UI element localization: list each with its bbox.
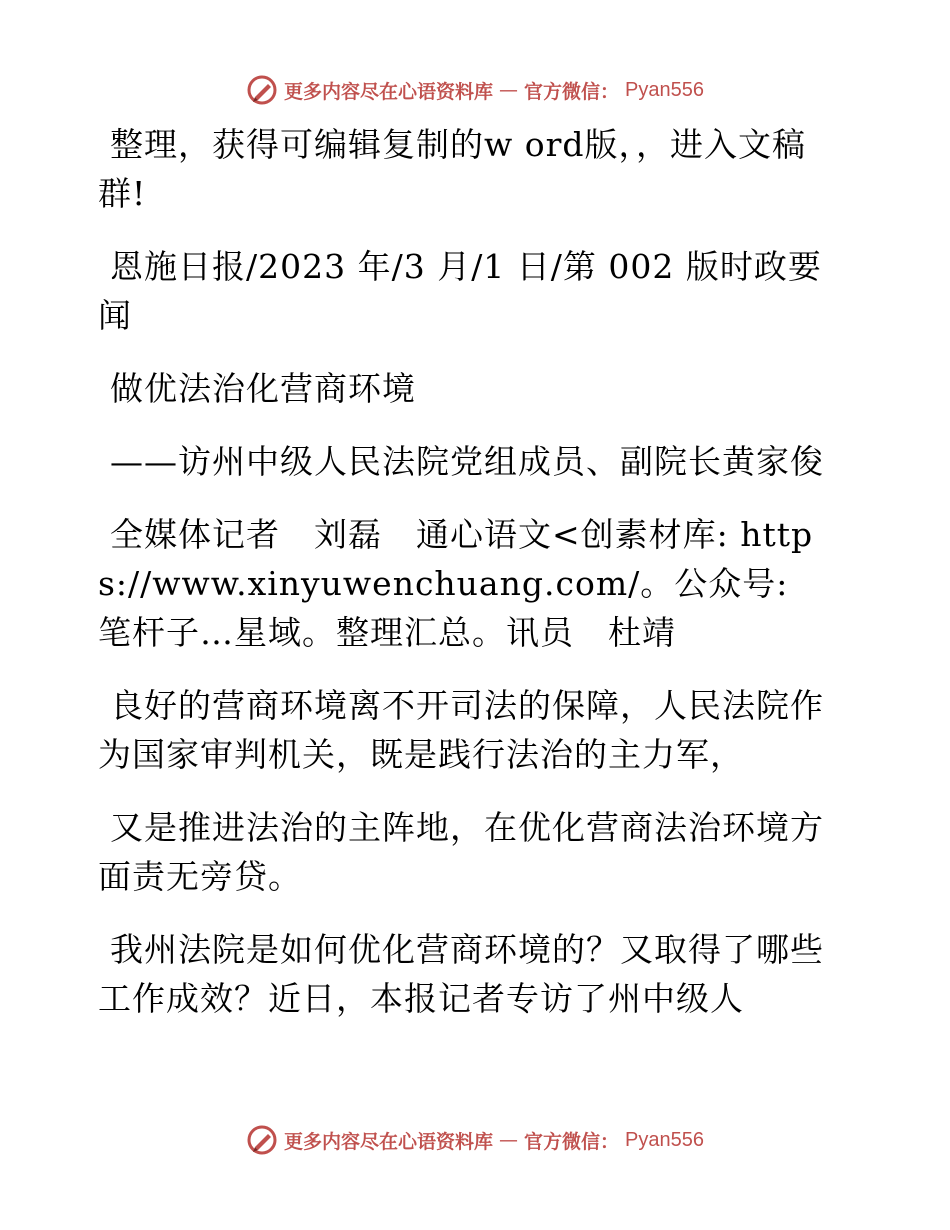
banner-wechat-id: Pyan556 (625, 78, 704, 101)
footer-banner-text: 更多内容尽在心语资料库 (284, 1130, 494, 1153)
banner-text: 更多内容尽在心语资料库 (284, 80, 494, 103)
footer-banner-wechat-label: 官方微信： (524, 1130, 620, 1153)
pen-circle-logo-icon (246, 74, 278, 106)
paragraph-intro: 整理，获得可编辑复制的w ord版，，进入文稿群! (98, 125, 807, 213)
paragraph-byline: 全媒体记者 刘磊 通心语文<创素材库: https://www.xinyuwenchuang.com/。公众号: 笔杆子…星域。整理汇总。讯员 杜靖 (98, 515, 814, 652)
article-subtitle: ——访州中级人民法院党组成员、副院长黄家俊 (110, 442, 824, 481)
footer-banner-separator: — (499, 1129, 519, 1151)
banner-wechat-label: 官方微信： (524, 80, 620, 103)
banner-separator: — (499, 79, 519, 101)
paragraph-source: 恩施日报/2023 年/3 月/1 日/第 002 版时政要闻 (98, 247, 822, 335)
paragraph-body-1: 良好的营商环境离不开司法的保障，人民法院作为国家审判机关，既是践行法治的主力军， (98, 686, 824, 774)
footer-banner-wechat-id: Pyan556 (625, 1128, 704, 1151)
article-title: 做优法治化营商环境 (110, 369, 416, 408)
pen-circle-logo-icon (246, 1124, 278, 1156)
header-banner (0, 70, 950, 110)
paragraph-body-3: 我州法院是如何优化营商环境的？又取得了哪些工作成效？近日，本报记者专访了州中级人 (98, 930, 824, 1018)
paragraph-body-2: 又是推进法治的主阵地，在优化营商法治环境方面责无旁贷。 (98, 808, 824, 896)
document-body (98, 120, 833, 1047)
footer-banner (0, 1120, 950, 1160)
